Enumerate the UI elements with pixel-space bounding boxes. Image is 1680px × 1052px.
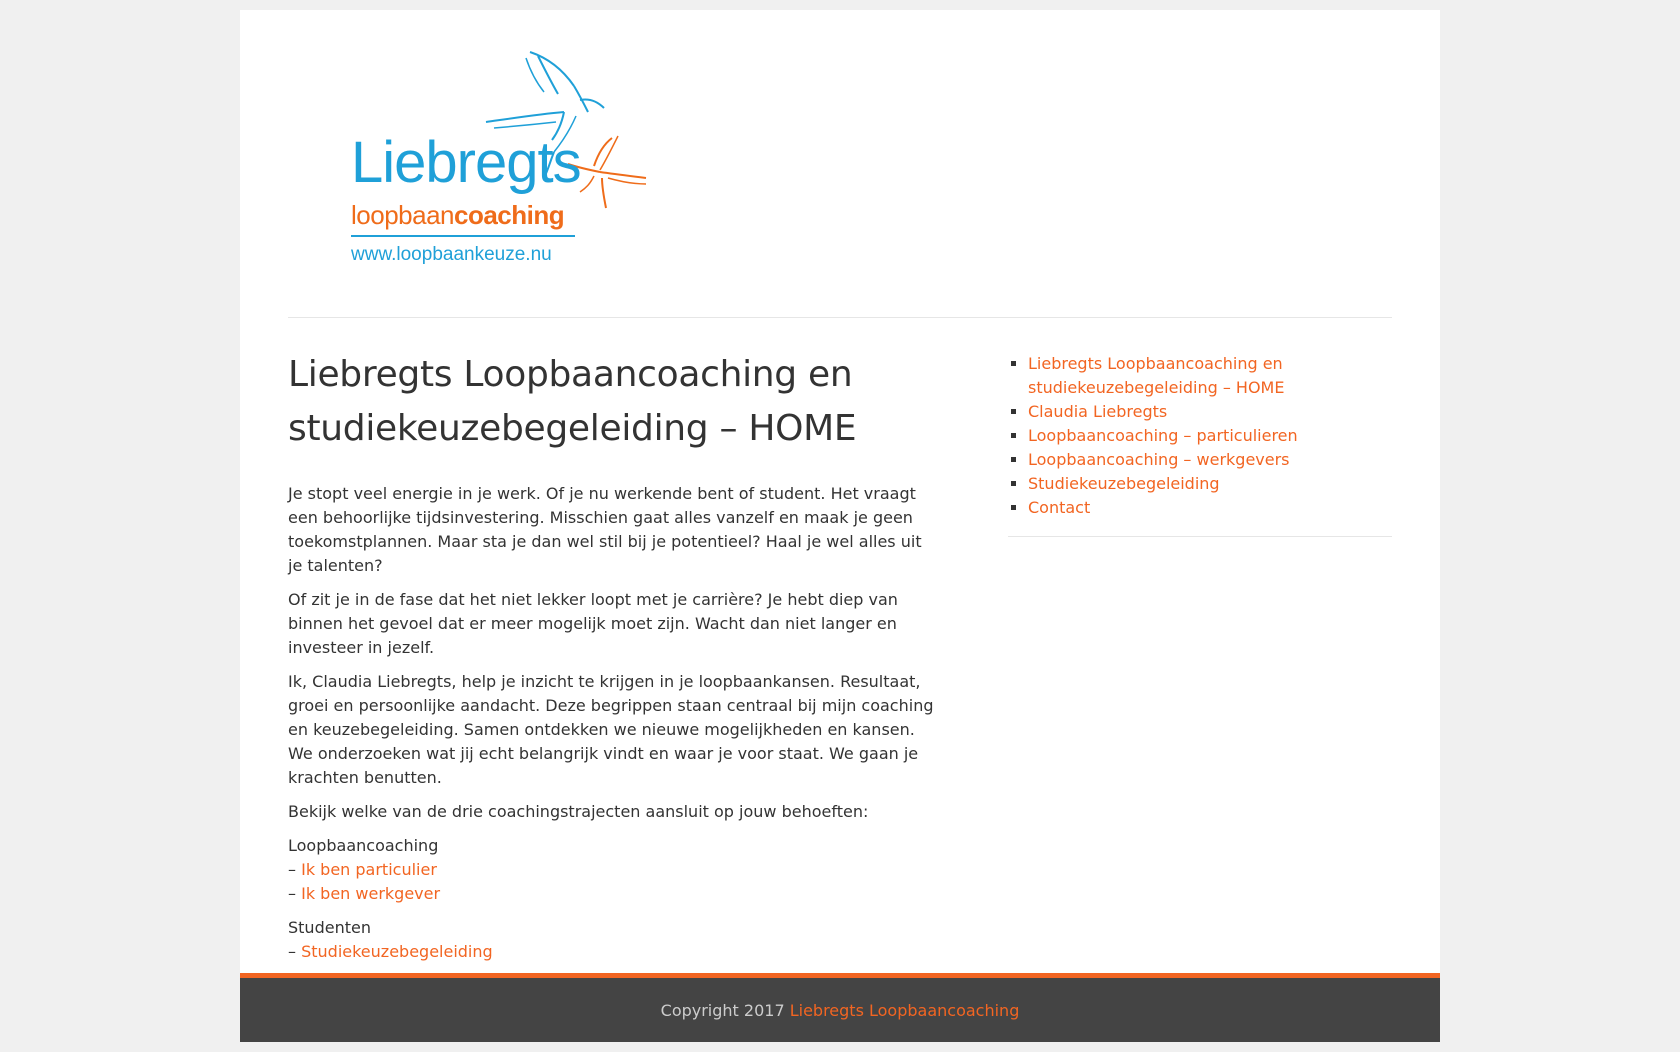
paragraph: Je stopt veel energie in je werk. Of je nu werkende bent of student. Het vraagt een behoorlijke tijdsinvestering. Misschien gaat alles vanzelf en maak je geen toekomstplannen. Maar sta je dan wel stil bij je potentieel? Haal je wel alles uit je talenten? <box>288 484 922 575</box>
sidebar-item-werkgevers <box>1028 448 1392 472</box>
paragraph: Bekijk welke van de drie coachingstrajecten aansluit op jouw behoeften: <box>288 802 869 821</box>
footer-copyright <box>240 1000 1440 1022</box>
logo-tagline <box>351 202 564 228</box>
sidebar-link-studiekeuze[interactable]: Studiekeuzebegeleiding <box>1028 474 1220 493</box>
article-body <box>288 482 938 964</box>
sidebar-divider <box>1008 536 1392 537</box>
dash: – <box>288 942 296 961</box>
site-logo[interactable] <box>318 38 678 268</box>
link-studiekeuzebegeleiding[interactable]: Studiekeuzebegeleiding <box>301 942 493 961</box>
coaching-group <box>288 834 938 906</box>
paragraph: Ik, Claudia Liebregts, help je inzicht te krijgen in je loopbaankansen. Resultaat, groei en persoonlijke aandacht. Deze begrippen staan centraal bij mijn coaching en keuzebegeleiding. Samen ontdekken we nieuwe mogelijkheden en kansen. We onderzoeken wat jij echt belangrijk vindt en waar je voor staat. We gaan je krachten benutten. <box>288 672 934 787</box>
sidebar-item-contact <box>1028 496 1392 520</box>
copyright-text: Copyright 2017 <box>660 1001 785 1020</box>
page-container <box>240 10 1440 1042</box>
students-group <box>288 916 938 964</box>
main-content <box>288 348 938 974</box>
site-header <box>288 10 1392 318</box>
sidebar-link-home[interactable]: Liebregts Loopbaancoaching en studiekeuzebegeleiding – HOME <box>1028 354 1285 397</box>
sidebar-link-werkgevers[interactable]: Loopbaancoaching – werkgevers <box>1028 450 1290 469</box>
sidebar-link-claudia[interactable]: Claudia Liebregts <box>1028 402 1168 421</box>
link-particulier[interactable]: Ik ben particulier <box>301 860 437 879</box>
logo-wordmark: Liebregts <box>351 130 581 195</box>
group-heading-loopbaancoaching: Loopbaancoaching <box>288 836 439 855</box>
logo-url: www.loopbaankeuze.nu <box>351 244 552 265</box>
sidebar-item-studiekeuze <box>1028 472 1392 496</box>
logo-tagline-bold: coaching <box>454 200 565 230</box>
sidebar <box>1008 352 1392 537</box>
site-footer <box>240 973 1440 1042</box>
group-heading-studenten: Studenten <box>288 918 371 937</box>
sidebar-link-particulieren[interactable]: Loopbaancoaching – particulieren <box>1028 426 1298 445</box>
sidebar-item-particulieren <box>1028 424 1392 448</box>
dash: – <box>288 860 296 879</box>
sidebar-item-claudia <box>1028 400 1392 424</box>
logo-tagline-light: loopbaan <box>351 200 454 230</box>
dash: – <box>288 884 296 903</box>
sidebar-menu <box>1008 352 1392 520</box>
link-werkgever[interactable]: Ik ben werkgever <box>301 884 441 903</box>
page-title: Liebregts Loopbaancoaching en studiekeuzebegeleiding – HOME <box>288 354 857 449</box>
paragraph: Of zit je in de fase dat het niet lekker loopt met je carrière? Je hebt diep van binnen het gevoel dat er meer mogelijk moet zijn. Wacht dan niet langer en investeer in jezelf. <box>288 590 898 657</box>
sidebar-item-home <box>1028 352 1392 400</box>
sidebar-link-contact[interactable]: Contact <box>1028 498 1091 517</box>
logo-divider <box>351 235 575 237</box>
footer-link[interactable]: Liebregts Loopbaancoaching <box>789 1001 1020 1020</box>
